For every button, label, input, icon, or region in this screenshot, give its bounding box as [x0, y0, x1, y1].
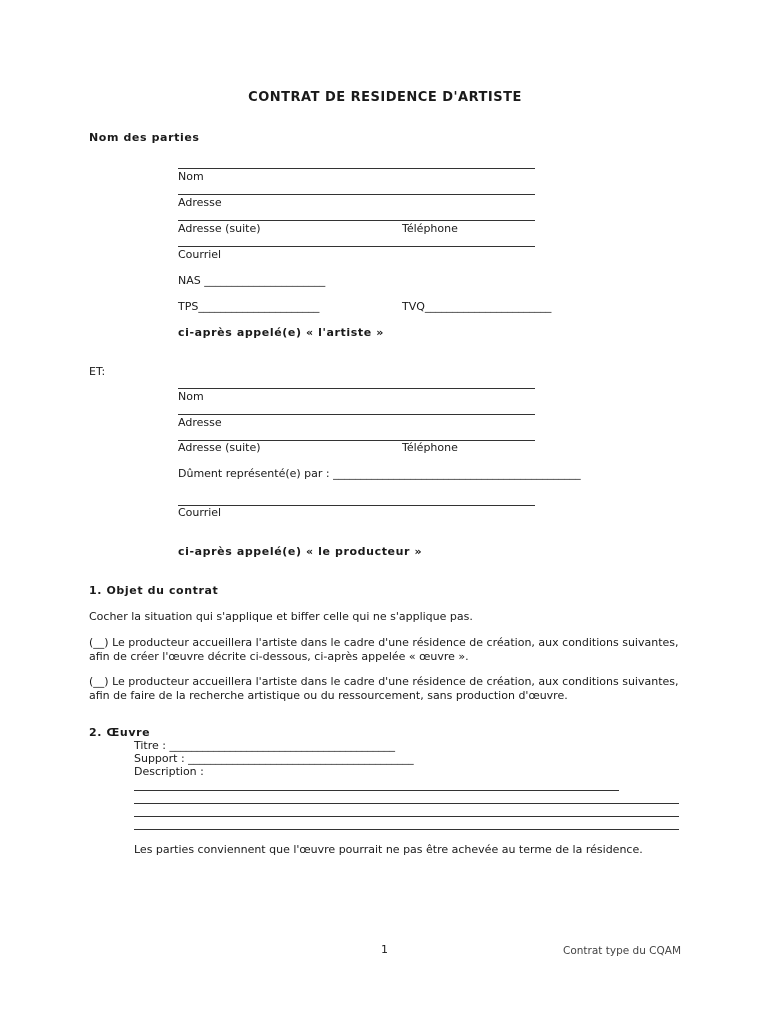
page-number: 1	[381, 943, 388, 956]
description-line[interactable]	[134, 816, 679, 817]
parties-heading: Nom des parties	[89, 131, 200, 144]
artist-nom-label: Nom	[178, 170, 204, 183]
producer-nom-label: Nom	[178, 390, 204, 403]
artist-adresse-suite-label: Adresse (suite)	[178, 222, 261, 235]
nom-line[interactable]	[178, 168, 535, 169]
producer-telephone-label: Téléphone	[402, 441, 458, 454]
document-title: CONTRAT DE RESIDENCE D'ARTISTE	[248, 90, 522, 105]
section1-option-recherche[interactable]: (__) Le producteur accueillera l'artiste dans le cadre d'une résidence de création, aux conditions suivantes, afin de faire de la recherche artistique ou du ressourcement, sans production d'œuvre.	[89, 675, 679, 702]
description-label: Description :	[134, 765, 204, 778]
section1-instruction: Cocher la situation qui s'applique et biffer celle qui ne s'applique pas.	[89, 610, 473, 623]
artist-tvq-field[interactable]: TVQ_______________________	[402, 300, 552, 313]
titre-field[interactable]: Titre : _________________________________________	[134, 739, 395, 752]
section1-option-creation[interactable]: (__) Le producteur accueillera l'artiste dans le cadre d'une résidence de création, aux conditions suivantes, afin de créer l'œuvre décrite ci-dessous, ci-après appelée « œuvre ».	[89, 636, 679, 663]
producer-courriel-label: Courriel	[178, 506, 222, 519]
artist-courriel-label: Courriel	[178, 248, 222, 261]
section2-note: Les parties conviennent que l'œuvre pourrait ne pas être achevée au terme de la résidence.	[134, 843, 643, 856]
producer-designation: ci-après appelé(e) « le producteur »	[178, 545, 423, 558]
artist-nas-field[interactable]: NAS ______________________	[178, 274, 326, 287]
support-field[interactable]: Support : _________________________________________	[134, 752, 414, 765]
section2-heading: 2. Œuvre	[89, 726, 151, 739]
artist-tps-field[interactable]: TPS______________________	[178, 300, 320, 313]
description-line[interactable]	[134, 803, 679, 804]
courriel-line[interactable]	[178, 505, 535, 506]
et-label: ET:	[89, 365, 106, 378]
artist-telephone-label: Téléphone	[402, 222, 458, 235]
adresse-suite-line[interactable]	[178, 220, 535, 221]
nom-line[interactable]	[178, 388, 535, 389]
adresse-line[interactable]	[178, 414, 535, 415]
producer-adresse-suite-label: Adresse (suite)	[178, 441, 261, 454]
section1-heading: 1. Objet du contrat	[89, 584, 219, 597]
producer-represente-field[interactable]: Dûment représenté(e) par : _____________________________________________	[178, 467, 581, 480]
footer-document-name: Contrat type du CQAM	[563, 945, 682, 957]
description-line[interactable]	[134, 790, 619, 791]
description-line[interactable]	[134, 829, 679, 830]
artist-designation: ci-après appelé(e) « l'artiste »	[178, 326, 384, 339]
producer-adresse-label: Adresse	[178, 416, 222, 429]
courriel-line[interactable]	[178, 246, 535, 247]
artist-adresse-label: Adresse	[178, 196, 222, 209]
adresse-line[interactable]	[178, 194, 535, 195]
